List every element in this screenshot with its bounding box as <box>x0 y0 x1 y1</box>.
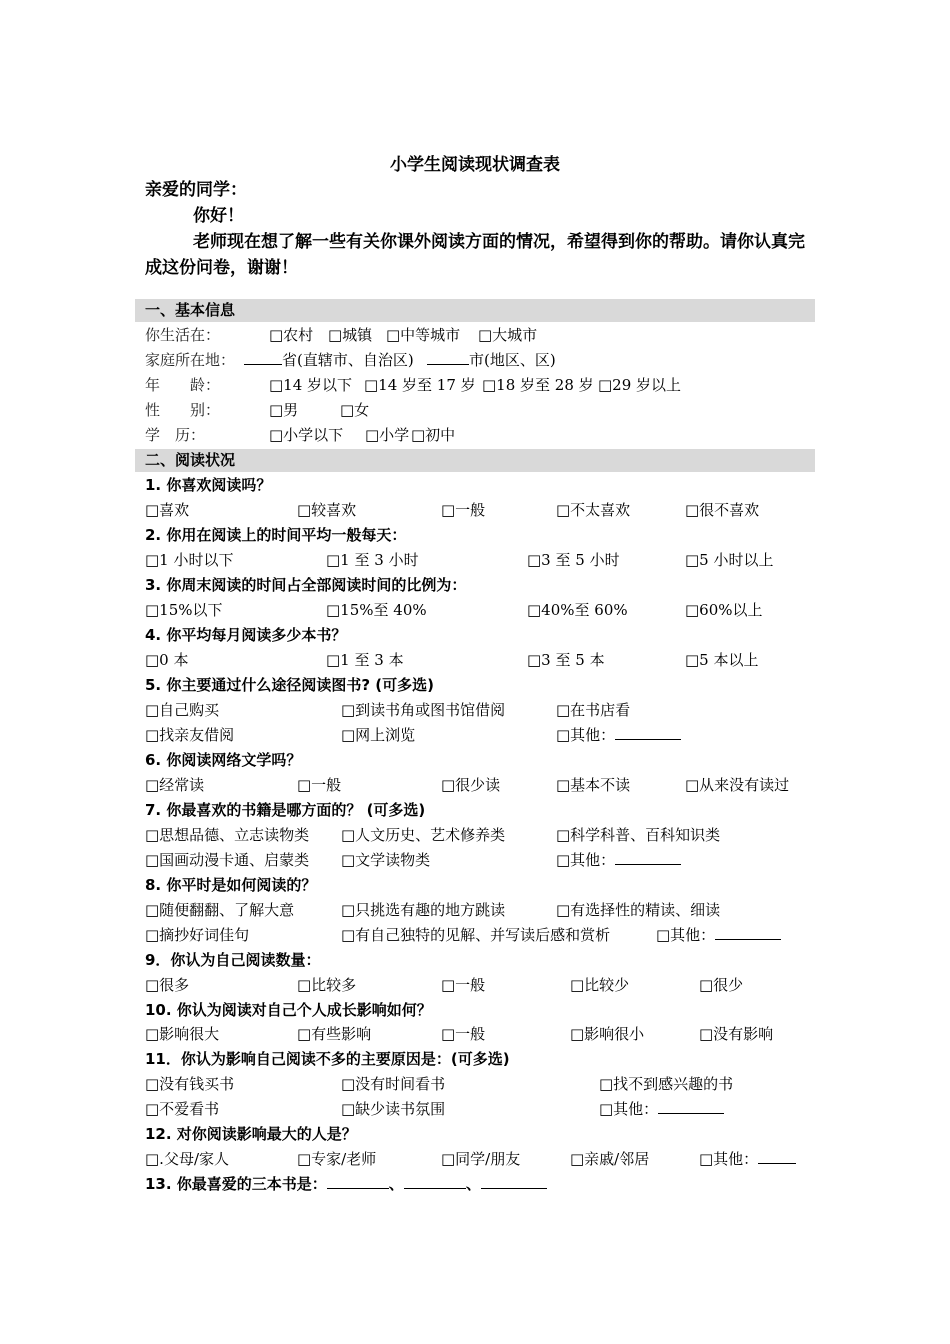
question-6-options <box>145 773 815 797</box>
document-title: 小学生阅读现状调查表 <box>390 155 560 175</box>
question-12-options <box>145 1147 815 1171</box>
question-2: 2. 你用在阅读上的时间平均一般每天： <box>145 526 407 544</box>
gender-opt-1[interactable]: □男 <box>269 401 299 419</box>
q8-opt-3[interactable]: □有选择性的精读、细读 <box>556 901 721 919</box>
q13-sep-2: 、 <box>465 1175 481 1193</box>
q12-opt-4[interactable]: □亲戚/邻居 <box>570 1150 650 1168</box>
q6-opt-2[interactable]: □一般 <box>297 776 342 794</box>
q10-opt-4[interactable]: □影响很小 <box>570 1025 645 1043</box>
section-reading-status: 二、阅读状况 <box>135 449 815 472</box>
question-4-options <box>145 648 815 672</box>
question-13 <box>145 1172 815 1196</box>
q7-other-blank[interactable] <box>615 848 681 865</box>
q9-opt-3[interactable]: □一般 <box>441 976 486 994</box>
q10-opt-1[interactable]: □影响很大 <box>145 1025 220 1043</box>
q13-text: 13. 你最喜爱的三本书是： <box>145 1175 327 1193</box>
q1-opt-2[interactable]: □较喜欢 <box>297 501 357 519</box>
q12-other-blank[interactable] <box>758 1147 796 1164</box>
question-5: 5. 你主要通过什么途径阅读图书? (可多选) <box>145 676 434 694</box>
q12-opt-2[interactable]: □专家/老师 <box>297 1150 377 1168</box>
q13-sep-1: 、 <box>388 1175 404 1193</box>
greeting: 亲爱的同学： <box>145 180 247 200</box>
q9-opt-1[interactable]: □很多 <box>145 976 190 994</box>
q5-opt-4[interactable]: □找亲友借阅 <box>145 726 235 744</box>
question-10-options <box>145 1022 815 1046</box>
q1-opt-5[interactable]: □很不喜欢 <box>685 501 760 519</box>
q8-opt-4[interactable]: □摘抄好词佳句 <box>145 926 250 944</box>
question-8-options-row-2 <box>145 923 815 947</box>
q8-other-blank[interactable] <box>715 923 781 940</box>
q4-opt-3[interactable]: □3 至 5 本 <box>527 651 605 669</box>
intro-text <box>145 177 815 281</box>
home-row <box>145 348 815 372</box>
gender-label: 性 别： <box>145 401 221 419</box>
question-3: 3. 你周末阅读的时间占全部阅读时间的比例为： <box>145 576 467 594</box>
question-8-options-row-1 <box>145 898 815 922</box>
province-field[interactable] <box>244 348 414 372</box>
q8-opt-2[interactable]: □只挑选有趣的地方跳读 <box>341 901 506 919</box>
q9-opt-5[interactable]: □很少 <box>699 976 744 994</box>
question-1-options <box>145 498 815 522</box>
q7-other-label: □其他： <box>556 851 616 869</box>
question-7-options-row-2 <box>145 848 815 872</box>
question-2-options <box>145 548 815 572</box>
question-6: 6. 你阅读网络文学吗？ <box>145 751 302 769</box>
q8-other-label: □其他： <box>656 926 716 944</box>
edu-label: 学 历： <box>145 426 206 444</box>
q5-opt-3[interactable]: □在书店看 <box>556 701 631 719</box>
q13-book-1-blank[interactable] <box>327 1172 389 1189</box>
city-blank[interactable] <box>427 348 469 365</box>
age-opt-1[interactable]: □14 岁以下 <box>269 376 353 394</box>
hello-line: 你好！ <box>193 206 244 226</box>
live-opt-1[interactable]: □农村 <box>269 326 314 344</box>
live-opt-4[interactable]: □大城市 <box>478 326 538 344</box>
q7-opt-4[interactable]: □国画动漫卡通、启蒙类 <box>145 851 310 869</box>
q4-opt-4[interactable]: □5 本以上 <box>685 651 759 669</box>
q6-opt-4[interactable]: □基本不读 <box>556 776 631 794</box>
province-blank[interactable] <box>244 348 282 365</box>
edu-opt-2[interactable]: □小学 <box>365 426 410 444</box>
question-5-options-row-1 <box>145 698 815 722</box>
q9-opt-2[interactable]: □比较多 <box>297 976 357 994</box>
age-label: 年 龄： <box>145 376 221 394</box>
q1-opt-1[interactable]: □喜欢 <box>145 501 190 519</box>
age-opt-2[interactable]: □14 岁至 17 岁 <box>364 376 476 394</box>
q11-opt-1[interactable]: □没有钱买书 <box>145 1075 235 1093</box>
q10-opt-3[interactable]: □一般 <box>441 1025 486 1043</box>
section-basic-info: 一、基本信息 <box>135 299 815 322</box>
intro-body: 老师现在想了解一些有关你课外阅读方面的情况，希望得到你的帮助。请你认真完成这份问卷，谢谢！ <box>145 232 805 278</box>
q10-opt-2[interactable]: □有些影响 <box>297 1025 372 1043</box>
q2-opt-2[interactable]: □1 至 3 小时 <box>326 551 419 569</box>
q7-opt-5[interactable]: □文学读物类 <box>341 851 431 869</box>
q8-opt-1[interactable]: □随便翻翻、了解大意 <box>145 901 295 919</box>
q4-opt-2[interactable]: □1 至 3 本 <box>326 651 404 669</box>
edu-opt-3[interactable]: □初中 <box>411 426 456 444</box>
question-1: 1. 你喜欢阅读吗？ <box>145 476 272 494</box>
q7-opt-2[interactable]: □人文历史、艺术修养类 <box>341 826 506 844</box>
gender-opt-2[interactable]: □女 <box>340 401 370 419</box>
city-text: 市(地区、区) <box>469 351 556 369</box>
q2-opt-1[interactable]: □1 小时以下 <box>145 551 234 569</box>
q12-other-label: □其他： <box>699 1150 759 1168</box>
q11-opt-3[interactable]: □找不到感兴趣的书 <box>599 1075 734 1093</box>
province-text: 省(直辖市、自治区) <box>282 351 414 369</box>
q13-book-3-blank[interactable] <box>481 1172 547 1189</box>
q2-opt-3[interactable]: □3 至 5 小时 <box>527 551 620 569</box>
question-4: 4. 你平均每月阅读多少本书？ <box>145 626 347 644</box>
q5-opt-1[interactable]: □自己购买 <box>145 701 220 719</box>
question-9: 9．你认为自己阅读数量： <box>145 951 321 969</box>
live-row <box>145 323 815 347</box>
q3-opt-1[interactable]: □15%以下 <box>145 601 223 619</box>
q8-opt-5[interactable]: □有自己独特的见解、并写读后感和赏析 <box>341 926 611 944</box>
q6-opt-3[interactable]: □很少读 <box>441 776 501 794</box>
q5-opt-5[interactable]: □网上浏览 <box>341 726 416 744</box>
edu-opt-1[interactable]: □小学以下 <box>269 426 344 444</box>
live-label: 你生活在： <box>145 326 221 344</box>
q11-opt-5[interactable]: □缺少读书氛围 <box>341 1100 446 1118</box>
gender-row <box>145 398 815 422</box>
question-5-options-row-2 <box>145 723 815 747</box>
live-opt-3[interactable]: □中等城市 <box>386 326 461 344</box>
q11-opt-other[interactable] <box>599 1097 724 1121</box>
q11-other-blank[interactable] <box>658 1097 724 1114</box>
question-12: 12. 对你阅读影响最大的人是？ <box>145 1125 357 1143</box>
q10-opt-5[interactable]: □没有影响 <box>699 1025 774 1043</box>
q5-other-label: □其他： <box>556 726 616 744</box>
question-11: 11．你认为影响自己阅读不多的主要原因是：(可多选) <box>145 1050 510 1068</box>
q6-opt-5[interactable]: □从来没有读过 <box>685 776 790 794</box>
q5-opt-other[interactable] <box>556 723 681 747</box>
q7-opt-1[interactable]: □思想品德、立志读物类 <box>145 826 310 844</box>
q3-opt-2[interactable]: □15%至 40% <box>326 601 427 619</box>
city-field[interactable] <box>427 348 556 372</box>
question-9-options <box>145 973 815 997</box>
q8-opt-other[interactable] <box>656 923 781 947</box>
q13-book-2-blank[interactable] <box>404 1172 466 1189</box>
q3-opt-3[interactable]: □40%至 60% <box>527 601 628 619</box>
q11-other-label: □其他： <box>599 1100 659 1118</box>
q5-other-blank[interactable] <box>615 723 681 740</box>
home-label: 家庭所在地： <box>145 351 236 369</box>
q4-opt-1[interactable]: □0 本 <box>145 651 189 669</box>
live-opt-2[interactable]: □城镇 <box>328 326 373 344</box>
q11-opt-2[interactable]: □没有时间看书 <box>341 1075 446 1093</box>
q7-opt-3[interactable]: □科学科普、百科知识类 <box>556 826 721 844</box>
edu-row <box>145 423 815 447</box>
age-row <box>145 373 815 397</box>
q11-opt-4[interactable]: □不爱看书 <box>145 1100 220 1118</box>
question-7: 7. 你最喜欢的书籍是哪方面的？ (可多选) <box>145 801 426 819</box>
q6-opt-1[interactable]: □经常读 <box>145 776 205 794</box>
q1-opt-4[interactable]: □不太喜欢 <box>556 501 631 519</box>
q2-opt-4[interactable]: □5 小时以上 <box>685 551 774 569</box>
q12-opt-other[interactable] <box>699 1147 796 1171</box>
q5-opt-2[interactable]: □到读书角或图书馆借阅 <box>341 701 506 719</box>
question-11-options-row-1 <box>145 1072 815 1096</box>
q12-opt-3[interactable]: □同学/朋友 <box>441 1150 521 1168</box>
age-opt-4[interactable]: □29 岁以上 <box>598 376 682 394</box>
question-7-options-row-1 <box>145 823 815 847</box>
question-10: 10. 你认为阅读对自己个人成长影响如何？ <box>145 1001 432 1019</box>
q1-opt-3[interactable]: □一般 <box>441 501 486 519</box>
question-8: 8. 你平时是如何阅读的？ <box>145 876 317 894</box>
q3-opt-4[interactable]: □60%以上 <box>685 601 763 619</box>
q9-opt-4[interactable]: □比较少 <box>570 976 630 994</box>
q7-opt-other[interactable] <box>556 848 681 872</box>
question-3-options <box>145 598 815 622</box>
question-11-options-row-2 <box>145 1097 815 1121</box>
age-opt-3[interactable]: □18 岁至 28 岁 <box>482 376 594 394</box>
q12-opt-1[interactable]: □.父母/家人 <box>145 1150 229 1168</box>
